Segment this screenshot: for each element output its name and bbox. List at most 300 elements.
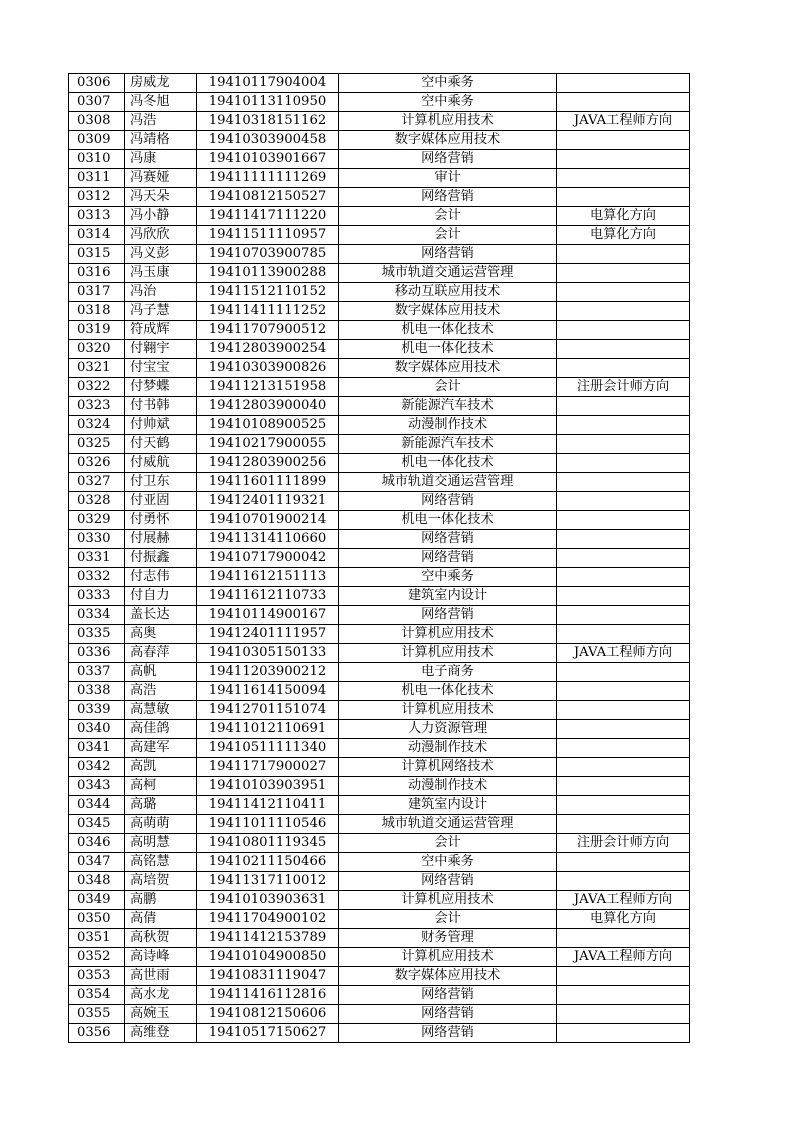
major-cell: 网络营销 bbox=[339, 606, 557, 625]
table-row bbox=[69, 910, 690, 929]
student-id-cell: 19410217900055 bbox=[197, 435, 339, 454]
student-name-cell: 付亚固 bbox=[125, 492, 197, 511]
student-name-cell: 高鹏 bbox=[125, 891, 197, 910]
row-number-cell: 0353 bbox=[69, 967, 125, 986]
table-row bbox=[69, 169, 690, 188]
student-name-cell: 高柯 bbox=[125, 777, 197, 796]
student-id-cell: 19410303900826 bbox=[197, 359, 339, 378]
direction-cell bbox=[557, 340, 690, 359]
direction-cell bbox=[557, 929, 690, 948]
table-row bbox=[69, 397, 690, 416]
student-name-cell: 高婉玉 bbox=[125, 1005, 197, 1024]
direction-cell bbox=[557, 359, 690, 378]
table-row bbox=[69, 226, 690, 245]
student-name-cell: 高慧敏 bbox=[125, 701, 197, 720]
direction-cell bbox=[557, 872, 690, 891]
student-name-cell: 付勇怀 bbox=[125, 511, 197, 530]
student-name-cell: 高倩 bbox=[125, 910, 197, 929]
row-number-cell: 0334 bbox=[69, 606, 125, 625]
major-cell: 计算机应用技术 bbox=[339, 112, 557, 131]
major-cell: 建筑室内设计 bbox=[339, 796, 557, 815]
student-name-cell: 冯康 bbox=[125, 150, 197, 169]
table-row bbox=[69, 511, 690, 530]
student-id-cell: 19410104900850 bbox=[197, 948, 339, 967]
student-id-cell: 19411416112816 bbox=[197, 986, 339, 1005]
table-row bbox=[69, 758, 690, 777]
table-row bbox=[69, 739, 690, 758]
table-row bbox=[69, 530, 690, 549]
table-row bbox=[69, 986, 690, 1005]
student-id-cell: 19412803900254 bbox=[197, 340, 339, 359]
student-name-cell: 冯欣欣 bbox=[125, 226, 197, 245]
student-name-cell: 房威龙 bbox=[125, 74, 197, 93]
row-number-cell: 0342 bbox=[69, 758, 125, 777]
student-name-cell: 冯玉康 bbox=[125, 264, 197, 283]
major-cell: 数字媒体应用技术 bbox=[339, 359, 557, 378]
student-id-cell: 19410114900167 bbox=[197, 606, 339, 625]
direction-cell bbox=[557, 188, 690, 207]
student-name-cell: 付展赫 bbox=[125, 530, 197, 549]
row-number-cell: 0329 bbox=[69, 511, 125, 530]
major-cell: 网络营销 bbox=[339, 188, 557, 207]
student-id-cell: 19410318151162 bbox=[197, 112, 339, 131]
student-id-cell: 19410103903631 bbox=[197, 891, 339, 910]
student-name-cell: 付宝宝 bbox=[125, 359, 197, 378]
row-number-cell: 0324 bbox=[69, 416, 125, 435]
major-cell: 空中乘务 bbox=[339, 74, 557, 93]
row-number-cell: 0314 bbox=[69, 226, 125, 245]
student-id-cell: 19411417111220 bbox=[197, 207, 339, 226]
table-row bbox=[69, 454, 690, 473]
direction-cell bbox=[557, 245, 690, 264]
direction-cell: 电算化方向 bbox=[557, 226, 690, 245]
table-row bbox=[69, 872, 690, 891]
table-row bbox=[69, 378, 690, 397]
major-cell: 计算机应用技术 bbox=[339, 891, 557, 910]
student-id-cell: 19411011110546 bbox=[197, 815, 339, 834]
student-id-cell: 19410831119047 bbox=[197, 967, 339, 986]
row-number-cell: 0336 bbox=[69, 644, 125, 663]
student-id-cell: 19410517150627 bbox=[197, 1024, 339, 1043]
major-cell: 移动互联应用技术 bbox=[339, 283, 557, 302]
row-number-cell: 0337 bbox=[69, 663, 125, 682]
major-cell: 计算机应用技术 bbox=[339, 948, 557, 967]
student-id-cell: 19412803900040 bbox=[197, 397, 339, 416]
major-cell: 网络营销 bbox=[339, 872, 557, 891]
direction-cell bbox=[557, 682, 690, 701]
major-cell: 数字媒体应用技术 bbox=[339, 131, 557, 150]
student-id-cell: 19411511110957 bbox=[197, 226, 339, 245]
row-number-cell: 0312 bbox=[69, 188, 125, 207]
row-number-cell: 0333 bbox=[69, 587, 125, 606]
major-cell: 会计 bbox=[339, 378, 557, 397]
table-row bbox=[69, 359, 690, 378]
direction-cell bbox=[557, 587, 690, 606]
direction-cell bbox=[557, 321, 690, 340]
student-id-cell: 19410113110950 bbox=[197, 93, 339, 112]
row-number-cell: 0331 bbox=[69, 549, 125, 568]
major-cell: 网络营销 bbox=[339, 530, 557, 549]
row-number-cell: 0338 bbox=[69, 682, 125, 701]
table-row bbox=[69, 701, 690, 720]
student-id-cell: 19411111111269 bbox=[197, 169, 339, 188]
major-cell: 动漫制作技术 bbox=[339, 416, 557, 435]
student-id-cell: 19412803900256 bbox=[197, 454, 339, 473]
major-cell: 网络营销 bbox=[339, 492, 557, 511]
major-cell: 会计 bbox=[339, 207, 557, 226]
student-name-cell: 高建军 bbox=[125, 739, 197, 758]
major-cell: 网络营销 bbox=[339, 986, 557, 1005]
student-name-cell: 高明慧 bbox=[125, 834, 197, 853]
table-row bbox=[69, 416, 690, 435]
row-number-cell: 0317 bbox=[69, 283, 125, 302]
direction-cell: 电算化方向 bbox=[557, 910, 690, 929]
student-name-cell: 冯治 bbox=[125, 283, 197, 302]
student-id-cell: 19411717900027 bbox=[197, 758, 339, 777]
student-id-cell: 19411412110411 bbox=[197, 796, 339, 815]
row-number-cell: 0350 bbox=[69, 910, 125, 929]
student-id-cell: 19412401111957 bbox=[197, 625, 339, 644]
student-name-cell: 冯小静 bbox=[125, 207, 197, 226]
student-name-cell: 付帅斌 bbox=[125, 416, 197, 435]
row-number-cell: 0311 bbox=[69, 169, 125, 188]
row-number-cell: 0306 bbox=[69, 74, 125, 93]
table-row bbox=[69, 302, 690, 321]
student-name-cell: 盖长达 bbox=[125, 606, 197, 625]
student-id-cell: 19410303900458 bbox=[197, 131, 339, 150]
student-id-cell: 19411412153789 bbox=[197, 929, 339, 948]
student-name-cell: 付梦蝶 bbox=[125, 378, 197, 397]
student-id-cell: 19411601111899 bbox=[197, 473, 339, 492]
direction-cell bbox=[557, 739, 690, 758]
student-id-cell: 19410703900785 bbox=[197, 245, 339, 264]
direction-cell bbox=[557, 435, 690, 454]
direction-cell: JAVA工程师方向 bbox=[557, 112, 690, 131]
major-cell: 新能源汽车技术 bbox=[339, 435, 557, 454]
major-cell: 机电一体化技术 bbox=[339, 454, 557, 473]
student-id-cell: 19411317110012 bbox=[197, 872, 339, 891]
major-cell: 城市轨道交通运营管理 bbox=[339, 473, 557, 492]
student-name-cell: 付卫东 bbox=[125, 473, 197, 492]
row-number-cell: 0316 bbox=[69, 264, 125, 283]
student-name-cell: 高佳鸽 bbox=[125, 720, 197, 739]
student-name-cell: 高培贺 bbox=[125, 872, 197, 891]
student-name-cell: 高帆 bbox=[125, 663, 197, 682]
table-row bbox=[69, 245, 690, 264]
major-cell: 网络营销 bbox=[339, 1024, 557, 1043]
major-cell: 机电一体化技术 bbox=[339, 682, 557, 701]
student-id-cell: 19411614150094 bbox=[197, 682, 339, 701]
direction-cell bbox=[557, 169, 690, 188]
table-row bbox=[69, 891, 690, 910]
table-row bbox=[69, 549, 690, 568]
major-cell: 电子商务 bbox=[339, 663, 557, 682]
student-id-cell: 19411314110660 bbox=[197, 530, 339, 549]
direction-cell bbox=[557, 549, 690, 568]
table-row bbox=[69, 188, 690, 207]
student-id-cell: 19410717900042 bbox=[197, 549, 339, 568]
major-cell: 动漫制作技术 bbox=[339, 739, 557, 758]
table-row bbox=[69, 796, 690, 815]
direction-cell bbox=[557, 283, 690, 302]
direction-cell bbox=[557, 264, 690, 283]
row-number-cell: 0348 bbox=[69, 872, 125, 891]
direction-cell bbox=[557, 796, 690, 815]
student-id-cell: 19410812150527 bbox=[197, 188, 339, 207]
student-name-cell: 冯子慧 bbox=[125, 302, 197, 321]
student-id-cell: 19411512110152 bbox=[197, 283, 339, 302]
student-name-cell: 高秋贺 bbox=[125, 929, 197, 948]
student-name-cell: 高春萍 bbox=[125, 644, 197, 663]
row-number-cell: 0347 bbox=[69, 853, 125, 872]
major-cell: 数字媒体应用技术 bbox=[339, 302, 557, 321]
row-number-cell: 0318 bbox=[69, 302, 125, 321]
student-id-cell: 19411704900102 bbox=[197, 910, 339, 929]
row-number-cell: 0307 bbox=[69, 93, 125, 112]
direction-cell bbox=[557, 701, 690, 720]
major-cell: 机电一体化技术 bbox=[339, 321, 557, 340]
direction-cell bbox=[557, 967, 690, 986]
major-cell: 城市轨道交通运营管理 bbox=[339, 815, 557, 834]
table-row bbox=[69, 644, 690, 663]
student-id-cell: 19411213151958 bbox=[197, 378, 339, 397]
student-id-cell: 19410305150133 bbox=[197, 644, 339, 663]
student-name-cell: 高世雨 bbox=[125, 967, 197, 986]
major-cell: 会计 bbox=[339, 910, 557, 929]
student-id-cell: 19411203900212 bbox=[197, 663, 339, 682]
direction-cell bbox=[557, 1005, 690, 1024]
student-id-cell: 19410801119345 bbox=[197, 834, 339, 853]
major-cell: 计算机应用技术 bbox=[339, 701, 557, 720]
student-name-cell: 付自力 bbox=[125, 587, 197, 606]
student-name-cell: 冯靖格 bbox=[125, 131, 197, 150]
table-row bbox=[69, 207, 690, 226]
row-number-cell: 0339 bbox=[69, 701, 125, 720]
major-cell: 空中乘务 bbox=[339, 93, 557, 112]
student-name-cell: 冯义彭 bbox=[125, 245, 197, 264]
row-number-cell: 0321 bbox=[69, 359, 125, 378]
row-number-cell: 0354 bbox=[69, 986, 125, 1005]
row-number-cell: 0325 bbox=[69, 435, 125, 454]
major-cell: 网络营销 bbox=[339, 245, 557, 264]
major-cell: 会计 bbox=[339, 834, 557, 853]
student-name-cell: 符成辉 bbox=[125, 321, 197, 340]
roster-body bbox=[69, 74, 690, 1043]
student-id-cell: 19410113900288 bbox=[197, 264, 339, 283]
direction-cell bbox=[557, 454, 690, 473]
student-name-cell: 付天鹤 bbox=[125, 435, 197, 454]
table-row bbox=[69, 150, 690, 169]
major-cell: 空中乘务 bbox=[339, 853, 557, 872]
row-number-cell: 0313 bbox=[69, 207, 125, 226]
direction-cell bbox=[557, 606, 690, 625]
row-number-cell: 0309 bbox=[69, 131, 125, 150]
table-row bbox=[69, 815, 690, 834]
table-row bbox=[69, 720, 690, 739]
student-id-cell: 19411612151113 bbox=[197, 568, 339, 587]
direction-cell bbox=[557, 511, 690, 530]
student-name-cell: 冯赛娅 bbox=[125, 169, 197, 188]
row-number-cell: 0330 bbox=[69, 530, 125, 549]
student-name-cell: 高萌萌 bbox=[125, 815, 197, 834]
direction-cell bbox=[557, 853, 690, 872]
table-row bbox=[69, 606, 690, 625]
student-name-cell: 付威航 bbox=[125, 454, 197, 473]
major-cell: 建筑室内设计 bbox=[339, 587, 557, 606]
table-row bbox=[69, 74, 690, 93]
table-row bbox=[69, 1005, 690, 1024]
table-row bbox=[69, 929, 690, 948]
table-row bbox=[69, 435, 690, 454]
row-number-cell: 0352 bbox=[69, 948, 125, 967]
row-number-cell: 0349 bbox=[69, 891, 125, 910]
student-name-cell: 高浩 bbox=[125, 682, 197, 701]
student-id-cell: 19411012110691 bbox=[197, 720, 339, 739]
major-cell: 网络营销 bbox=[339, 150, 557, 169]
student-id-cell: 19410103903951 bbox=[197, 777, 339, 796]
student-roster-table bbox=[68, 73, 690, 1043]
direction-cell bbox=[557, 492, 690, 511]
direction-cell bbox=[557, 663, 690, 682]
student-name-cell: 高铭慧 bbox=[125, 853, 197, 872]
row-number-cell: 0341 bbox=[69, 739, 125, 758]
direction-cell bbox=[557, 815, 690, 834]
direction-cell: JAVA工程师方向 bbox=[557, 948, 690, 967]
student-name-cell: 高诗峰 bbox=[125, 948, 197, 967]
row-number-cell: 0344 bbox=[69, 796, 125, 815]
table-row bbox=[69, 93, 690, 112]
student-name-cell: 付翱宇 bbox=[125, 340, 197, 359]
table-row bbox=[69, 853, 690, 872]
direction-cell bbox=[557, 1024, 690, 1043]
table-row bbox=[69, 340, 690, 359]
student-name-cell: 高维登 bbox=[125, 1024, 197, 1043]
row-number-cell: 0328 bbox=[69, 492, 125, 511]
table-row bbox=[69, 967, 690, 986]
major-cell: 数字媒体应用技术 bbox=[339, 967, 557, 986]
student-name-cell: 高凯 bbox=[125, 758, 197, 777]
student-id-cell: 19412401119321 bbox=[197, 492, 339, 511]
row-number-cell: 0320 bbox=[69, 340, 125, 359]
table-row bbox=[69, 492, 690, 511]
table-row bbox=[69, 112, 690, 131]
major-cell: 计算机应用技术 bbox=[339, 644, 557, 663]
row-number-cell: 0315 bbox=[69, 245, 125, 264]
student-name-cell: 付书韩 bbox=[125, 397, 197, 416]
row-number-cell: 0327 bbox=[69, 473, 125, 492]
direction-cell: JAVA工程师方向 bbox=[557, 891, 690, 910]
student-id-cell: 19411612110733 bbox=[197, 587, 339, 606]
direction-cell bbox=[557, 397, 690, 416]
student-name-cell: 高奥 bbox=[125, 625, 197, 644]
row-number-cell: 0323 bbox=[69, 397, 125, 416]
direction-cell: 电算化方向 bbox=[557, 207, 690, 226]
direction-cell bbox=[557, 777, 690, 796]
row-number-cell: 0335 bbox=[69, 625, 125, 644]
table-row bbox=[69, 625, 690, 644]
student-id-cell: 19411411111252 bbox=[197, 302, 339, 321]
major-cell: 机电一体化技术 bbox=[339, 340, 557, 359]
table-row bbox=[69, 321, 690, 340]
student-name-cell: 冯天朵 bbox=[125, 188, 197, 207]
row-number-cell: 0346 bbox=[69, 834, 125, 853]
major-cell: 财务管理 bbox=[339, 929, 557, 948]
major-cell: 审计 bbox=[339, 169, 557, 188]
table-row bbox=[69, 283, 690, 302]
student-id-cell: 19412701151074 bbox=[197, 701, 339, 720]
major-cell: 城市轨道交通运营管理 bbox=[339, 264, 557, 283]
major-cell: 计算机应用技术 bbox=[339, 625, 557, 644]
direction-cell: JAVA工程师方向 bbox=[557, 644, 690, 663]
row-number-cell: 0308 bbox=[69, 112, 125, 131]
row-number-cell: 0351 bbox=[69, 929, 125, 948]
direction-cell bbox=[557, 302, 690, 321]
direction-cell bbox=[557, 93, 690, 112]
row-number-cell: 0356 bbox=[69, 1024, 125, 1043]
major-cell: 新能源汽车技术 bbox=[339, 397, 557, 416]
row-number-cell: 0319 bbox=[69, 321, 125, 340]
student-id-cell: 19410701900214 bbox=[197, 511, 339, 530]
student-id-cell: 19410511111340 bbox=[197, 739, 339, 758]
major-cell: 人力资源管理 bbox=[339, 720, 557, 739]
row-number-cell: 0345 bbox=[69, 815, 125, 834]
major-cell: 网络营销 bbox=[339, 549, 557, 568]
direction-cell bbox=[557, 625, 690, 644]
table-row bbox=[69, 1024, 690, 1043]
major-cell: 机电一体化技术 bbox=[339, 511, 557, 530]
student-id-cell: 19410211150466 bbox=[197, 853, 339, 872]
direction-cell bbox=[557, 131, 690, 150]
student-name-cell: 高水龙 bbox=[125, 986, 197, 1005]
direction-cell bbox=[557, 74, 690, 93]
student-id-cell: 19411707900512 bbox=[197, 321, 339, 340]
student-name-cell: 付志伟 bbox=[125, 568, 197, 587]
table-row bbox=[69, 473, 690, 492]
student-name-cell: 冯浩 bbox=[125, 112, 197, 131]
row-number-cell: 0332 bbox=[69, 568, 125, 587]
row-number-cell: 0326 bbox=[69, 454, 125, 473]
table-row bbox=[69, 264, 690, 283]
student-id-cell: 19410108900525 bbox=[197, 416, 339, 435]
direction-cell bbox=[557, 758, 690, 777]
table-row bbox=[69, 777, 690, 796]
major-cell: 网络营销 bbox=[339, 1005, 557, 1024]
table-row bbox=[69, 568, 690, 587]
row-number-cell: 0355 bbox=[69, 1005, 125, 1024]
table-row bbox=[69, 834, 690, 853]
table-row bbox=[69, 663, 690, 682]
direction-cell bbox=[557, 473, 690, 492]
table-row bbox=[69, 948, 690, 967]
table-row bbox=[69, 587, 690, 606]
table-row bbox=[69, 682, 690, 701]
direction-cell bbox=[557, 568, 690, 587]
major-cell: 空中乘务 bbox=[339, 568, 557, 587]
row-number-cell: 0343 bbox=[69, 777, 125, 796]
major-cell: 会计 bbox=[339, 226, 557, 245]
direction-cell bbox=[557, 416, 690, 435]
table-row bbox=[69, 131, 690, 150]
direction-cell bbox=[557, 530, 690, 549]
direction-cell bbox=[557, 986, 690, 1005]
student-name-cell: 付振鑫 bbox=[125, 549, 197, 568]
student-id-cell: 19410117904004 bbox=[197, 74, 339, 93]
row-number-cell: 0310 bbox=[69, 150, 125, 169]
student-name-cell: 冯冬旭 bbox=[125, 93, 197, 112]
row-number-cell: 0322 bbox=[69, 378, 125, 397]
direction-cell: 注册会计师方向 bbox=[557, 378, 690, 397]
student-id-cell: 19410103901667 bbox=[197, 150, 339, 169]
